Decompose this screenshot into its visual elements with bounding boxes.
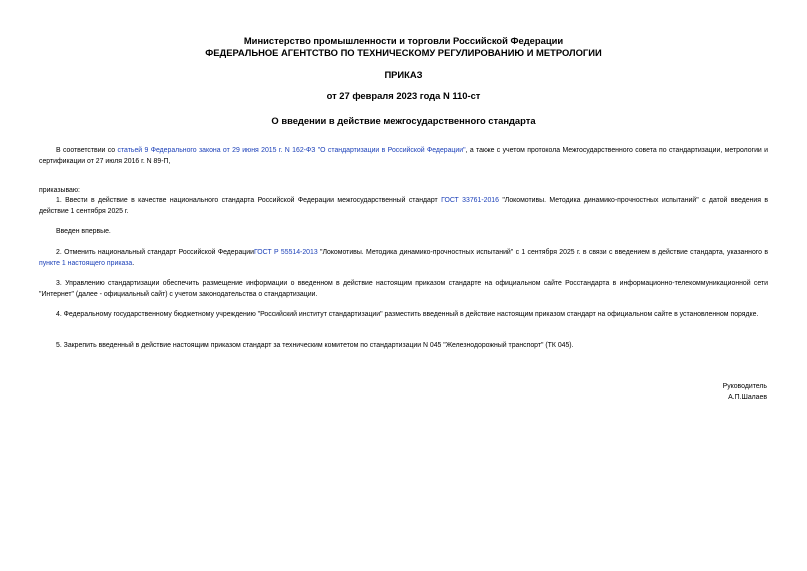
gost-33761-link[interactable]: ГОСТ 33761-2016 [441,197,499,204]
item-1-prefix: 1. Ввести в действие в качестве национального стандарта Российской Федерации межгосударственный стандарт [56,197,442,204]
agency-title: ФЕДЕРАЛЬНОЕ АГЕНТСТВО ПО ТЕХНИЧЕСКОМУ РЕГУЛИРОВАНИЮ И МЕТРОЛОГИИ [205,47,602,58]
federal-law-link[interactable]: статьей 9 Федерального закона от 29 июня 2015 г. N 162-ФЗ "О стандартизации в Российской Федерации" [117,147,466,154]
item-1-suffix: "Локомотивы. Методика динамико-прочностных испытаний" с датой введения в действие 1 сентября 2025 г. [39,197,769,215]
signatory-name: А.П.Шалаев [728,394,767,401]
preamble-paragraph [39,146,768,167]
ministry-title: Министерство промышленности и торговли Российской Федерации [243,35,564,46]
item-1-reference-link[interactable]: пункте 1 настоящего приказа [39,259,133,267]
item-2-prefix: 2. Отменить национальный стандарт Российской Федерации [56,249,254,256]
signatory-position: Руководитель [722,383,767,390]
item-1-paragraph [39,196,768,217]
item-2-paragraph [39,248,768,269]
item-4-paragraph: 4. Федеральному государственному бюджетному учреждению "Российский институт стандартизации" разместить введенный в действие настоящим приказом стандарт на официальном сайте в установленном порядке. [56,311,759,318]
order-word: приказываю: [39,187,80,194]
item-5-paragraph: 5. Закрепить введенный в действие настоящим приказом стандарт за техническим комитетом по стандартизации N 045 "Железнодорожный транспорт" (ТК 045). [56,342,574,349]
document-date-number: от 27 февраля 2023 года N 110-ст [326,90,481,101]
item-2-middle: "Локомотивы. Методика динамико-прочностных испытаний" с 1 сентября 2025 г. в связи с введением в действие стандарта, указанного в [317,249,769,256]
preamble-suffix: , а также с учетом протокола Межгосударственного совета по стандартизации, метрологии и сертификации от 27 июля 2016 г. N 89-П, [39,147,768,165]
item-3-paragraph: 3. Управлению стандартизации обеспечить размещение информации о введенном в действие настоящим приказом стандарте на официальном сайте Росстандарта в информационно-телекоммуникационной сети "Интернет" (далее - официальный сайт) с учетом законодательства о стандартизации. [39,280,768,298]
document-type: ПРИКАЗ [384,69,423,80]
preamble-prefix: В соответствии со [56,147,118,154]
gost-r-55514-link[interactable]: ГОСТ Р 55514-2013 [253,249,318,256]
item-2-suffix: . [132,259,135,267]
first-time-note: Введен впервые. [56,228,111,235]
document-subject: О введении в действие межгосударственного стандарта [271,115,536,126]
